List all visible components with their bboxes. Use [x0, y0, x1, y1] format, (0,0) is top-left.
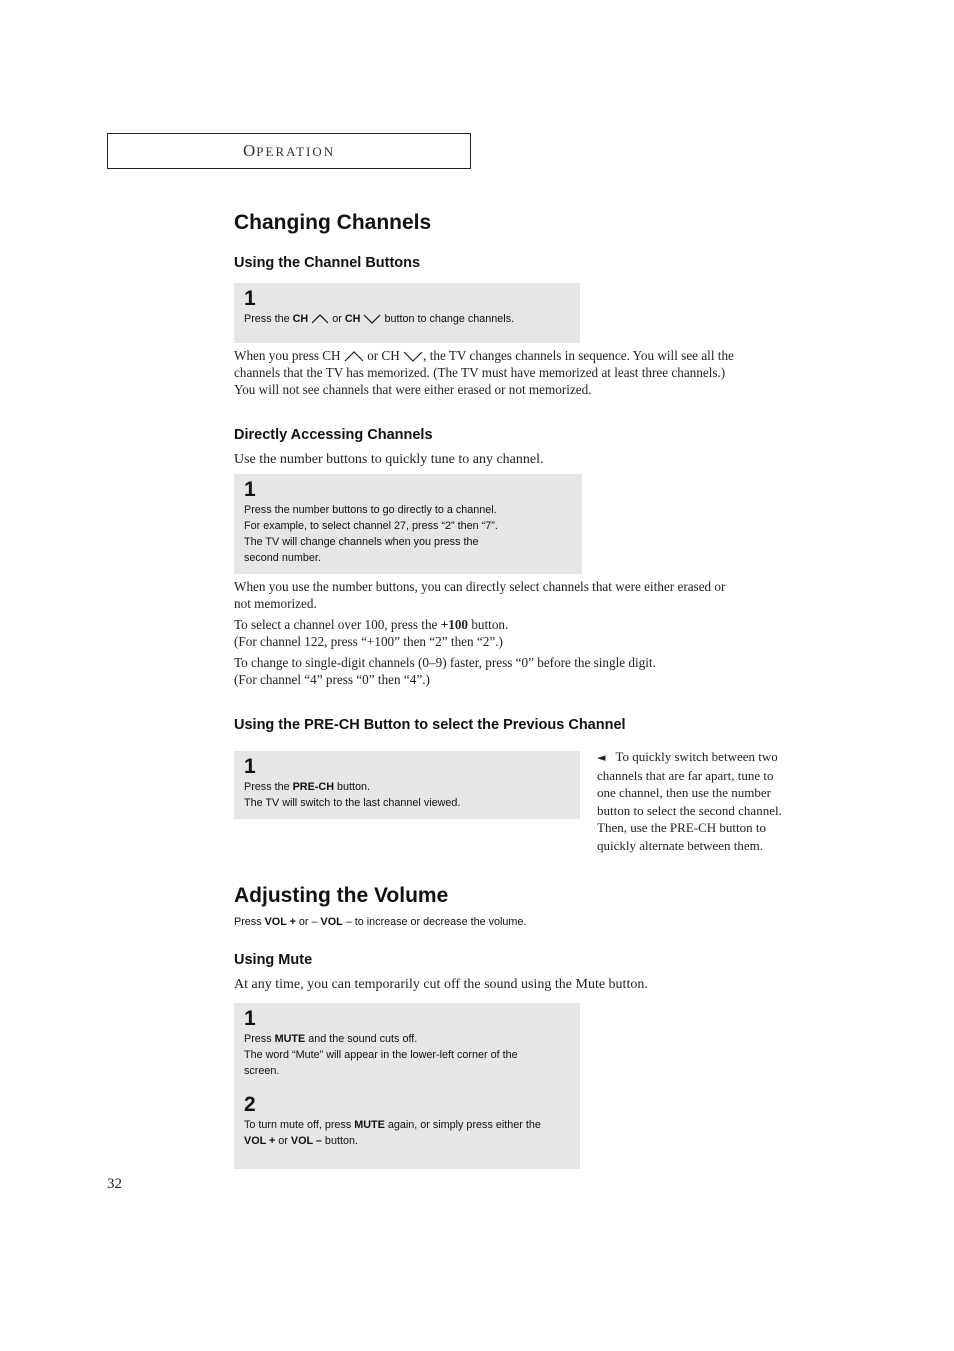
section-label: OPERATION: [243, 141, 336, 160]
step-number: 1: [244, 1007, 256, 1030]
step-number: 1: [244, 287, 256, 310]
chevron-down-icon: [403, 351, 423, 362]
direct-access-heading: Directly Accessing Channels: [234, 427, 433, 443]
prech-heading: Using the PRE-CH Button to select the Previous Channel: [234, 717, 626, 733]
prech-step-box: [234, 751, 580, 819]
changing-channels-title: Changing Channels: [234, 211, 432, 234]
arrow-left-icon: ◄: [597, 751, 606, 764]
volume-intro: Press VOL + or – VOL – to increase or decrease the volume.: [234, 916, 527, 928]
chevron-up-icon: [344, 351, 364, 362]
step-text: Press the PRE-CH button. The TV will switch to the last channel viewed.: [244, 781, 461, 809]
page-number: 32: [107, 1176, 122, 1192]
using-mute-heading: Using Mute: [234, 952, 313, 968]
step-number: 1: [244, 478, 256, 501]
mute-intro: At any time, you can temporarily cut off the sound using the Mute button.: [234, 977, 648, 992]
mute-steps-box: [234, 1003, 580, 1169]
direct-access-step-box: [234, 474, 582, 574]
channel-buttons-paragraph: When you press CH or CH , the TV changes channels in sequence. You will see all the channels that the TV has memorized. (The TV must have memorized at least three channels.) You will not see channels that were either erased or not memorized.: [234, 348, 734, 397]
step-text: Press the number buttons to go directly to a channel. For example, to select channel 27, press “2” then “7”. The TV will change channels when you press the second number.: [244, 504, 498, 564]
step-number: 2: [244, 1093, 256, 1116]
step-text: Press MUTE and the sound cuts off. The word “Mute” will appear in the lower-left corner of the screen.: [244, 1033, 518, 1077]
channel-buttons-heading: Using the Channel Buttons: [234, 255, 421, 271]
step-text: To turn mute off, press MUTE again, or simply press either the VOL + or VOL – button.: [244, 1119, 541, 1147]
chevron-up-icon: [311, 314, 329, 324]
direct-access-paragraph-1: When you use the number buttons, you can directly select channels that were either erased or not memorized.: [234, 579, 726, 611]
direct-access-paragraph-3: To change to single-digit channels (0–9) faster, press “0” before the single digit. (For channel “4” press “0” then “4”.): [234, 655, 656, 687]
chevron-down-icon: [363, 314, 381, 324]
direct-access-paragraph-2: To select a channel over 100, press the +100 button. (For channel 122, press “+100” then “2” then “2”.): [234, 617, 509, 649]
direct-access-intro: Use the number buttons to quickly tune to any channel.: [234, 452, 544, 467]
section-header-box: [107, 133, 471, 169]
adjusting-volume-title: Adjusting the Volume: [234, 884, 449, 907]
step-text: Press the CH or CH button to change channels.: [244, 313, 515, 325]
prech-note: ◄ To quickly switch between two channels that are far apart, tune to one channel, then use the number button to select the second channel. Then, use the PRE-CH button to quickly alternate between them.: [597, 749, 782, 853]
step-number: 1: [244, 755, 256, 778]
channel-buttons-step-box: [234, 283, 580, 343]
